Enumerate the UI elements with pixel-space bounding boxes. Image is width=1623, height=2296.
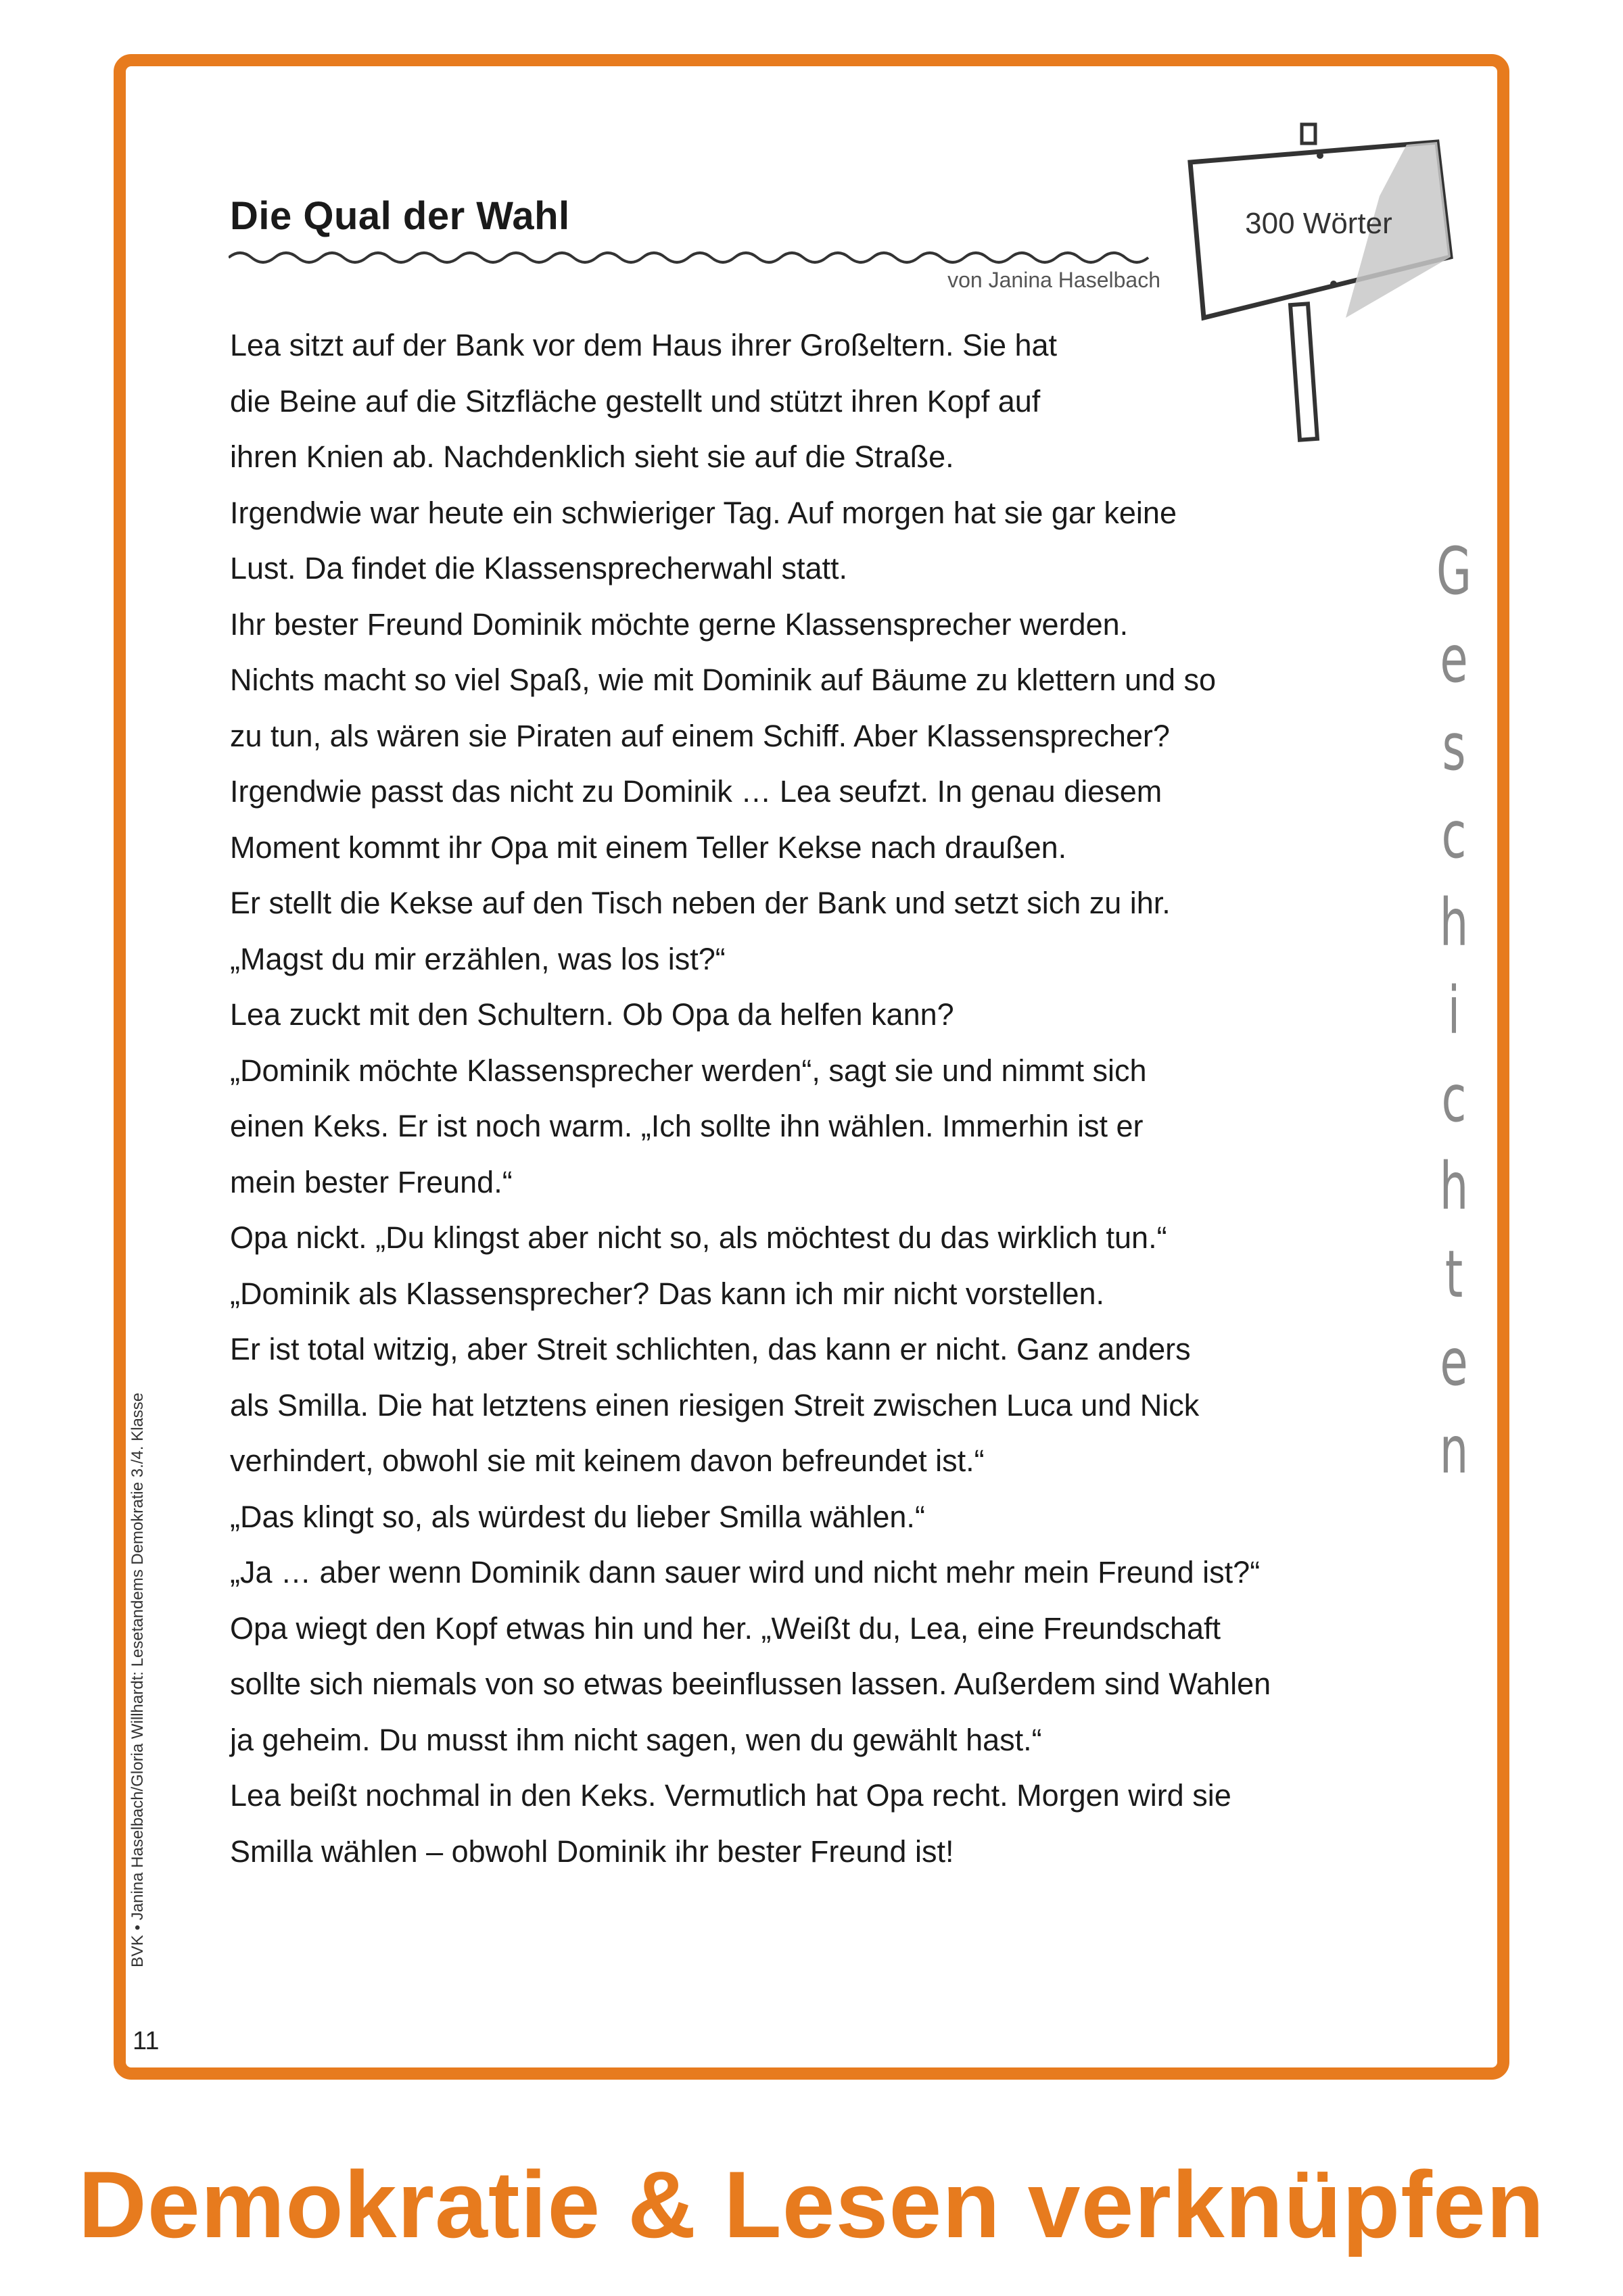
category-letter: G bbox=[1436, 533, 1472, 609]
category-letter: c bbox=[1441, 797, 1467, 873]
story-line: „Magst du mir erzählen, was los ist?“ bbox=[230, 941, 726, 976]
category-letter: e bbox=[1440, 621, 1468, 697]
story-line: als Smilla. Die hat letztens einen riesigen Streit zwischen Luca und Nick bbox=[230, 1387, 1200, 1422]
story-line: Er stellt die Kekse auf den Tisch neben der Bank und setzt sich zu ihr. bbox=[230, 886, 1171, 920]
story-line: Opa wiegt den Kopf etwas hin und her. „Weißt du, Lea, eine Freundschaft bbox=[230, 1610, 1221, 1646]
category-letter: e bbox=[1440, 1324, 1468, 1400]
author-line: von Janina Haselbach bbox=[947, 268, 1160, 292]
story-line: sollte sich niemals von so etwas beeinflussen lassen. Außerdem sind Wahlen bbox=[230, 1667, 1271, 1701]
category-letter: c bbox=[1441, 1061, 1467, 1137]
story-line: Moment kommt ihr Opa mit einem Teller Kekse nach draußen. bbox=[230, 830, 1067, 865]
story-title: Die Qual der Wahl bbox=[230, 194, 570, 238]
story-line: „Dominik möchte Klassensprecher werden“, sagt sie und nimmt sich bbox=[230, 1053, 1147, 1088]
category-letter: s bbox=[1442, 709, 1466, 785]
promo-banner: Demokratie & Lesen verknüpfen bbox=[78, 2151, 1545, 2257]
story-line: Irgendwie passt das nicht zu Dominik … Lea seufzt. In genau diesem bbox=[230, 774, 1162, 809]
story-line: Ihr bester Freund Dominik möchte gerne Klassensprecher werden. bbox=[230, 606, 1129, 642]
category-vertical-word bbox=[1413, 527, 1495, 1494]
page-number: 11 bbox=[133, 2027, 160, 2055]
story-line: Lea sitzt auf der Bank vor dem Haus ihrer Großeltern. Sie hat bbox=[230, 328, 1058, 362]
story-line: „Ja … aber wenn Dominik dann sauer wird und nicht mehr mein Freund ist?“ bbox=[230, 1555, 1261, 1589]
story-line: Er ist total witzig, aber Streit schlichten, das kann er nicht. Ganz anders bbox=[230, 1332, 1191, 1366]
story-line: die Beine auf die Sitzfläche gestellt und stützt ihren Kopf auf bbox=[230, 383, 1041, 418]
story-line: Lea beißt nochmal in den Keks. Vermutlich hat Opa recht. Morgen wird sie bbox=[230, 1778, 1231, 1813]
story-line: ja geheim. Du musst ihm nicht sagen, wen du gewählt hast.“ bbox=[230, 1722, 1042, 1757]
story-line: „Das klingt so, als würdest du lieber Smilla wählen.“ bbox=[230, 1499, 925, 1534]
story-line: Opa nickt. „Du klingst aber nicht so, als möchtest du das wirklich tun.“ bbox=[230, 1220, 1167, 1255]
story-line: ihren Knien ab. Nachdenklich sieht sie auf die Straße. bbox=[230, 439, 954, 474]
category-letter: t bbox=[1444, 1237, 1463, 1312]
wavy-underline bbox=[229, 247, 1155, 268]
category-letter: n bbox=[1439, 1412, 1469, 1488]
category-letter: i bbox=[1447, 973, 1461, 1049]
publisher-credit: BVK • Janina Haselbach/Gloria Willhardt: Lesetandems Demokratie 3./4. Klasse bbox=[128, 1392, 147, 1967]
story-line: Smilla wählen – obwohl Dominik ihr bester Freund ist! bbox=[230, 1834, 954, 1869]
story-line: Lea zuckt mit den Schultern. Ob Opa da helfen kann? bbox=[230, 997, 954, 1032]
story-line: verhindert, obwohl sie mit keinem davon befreundet ist.“ bbox=[230, 1443, 985, 1478]
category-letter: h bbox=[1439, 1149, 1469, 1224]
story-line: einen Keks. Er ist noch warm. „Ich sollte ihn wählen. Immerhin ist er bbox=[230, 1109, 1144, 1143]
story-text bbox=[230, 318, 1420, 1880]
story-line: mein bester Freund.“ bbox=[230, 1164, 513, 1199]
category-letter: h bbox=[1439, 885, 1469, 961]
story-line: Nichts macht so viel Spaß, wie mit Dominik auf Bäume zu klettern und so bbox=[230, 663, 1217, 697]
word-count-label: 300 Wörter bbox=[1245, 207, 1392, 240]
story-line: Lust. Da findet die Klassensprecherwahl statt. bbox=[230, 551, 847, 585]
story-line: zu tun, als wären sie Piraten auf einem Schiff. Aber Klassensprecher? bbox=[230, 718, 1170, 753]
story-line: „Dominik als Klassensprecher? Das kann ich mir nicht vorstellen. bbox=[230, 1276, 1105, 1311]
story-line: Irgendwie war heute ein schwieriger Tag. Auf morgen hat sie gar keine bbox=[230, 495, 1177, 530]
